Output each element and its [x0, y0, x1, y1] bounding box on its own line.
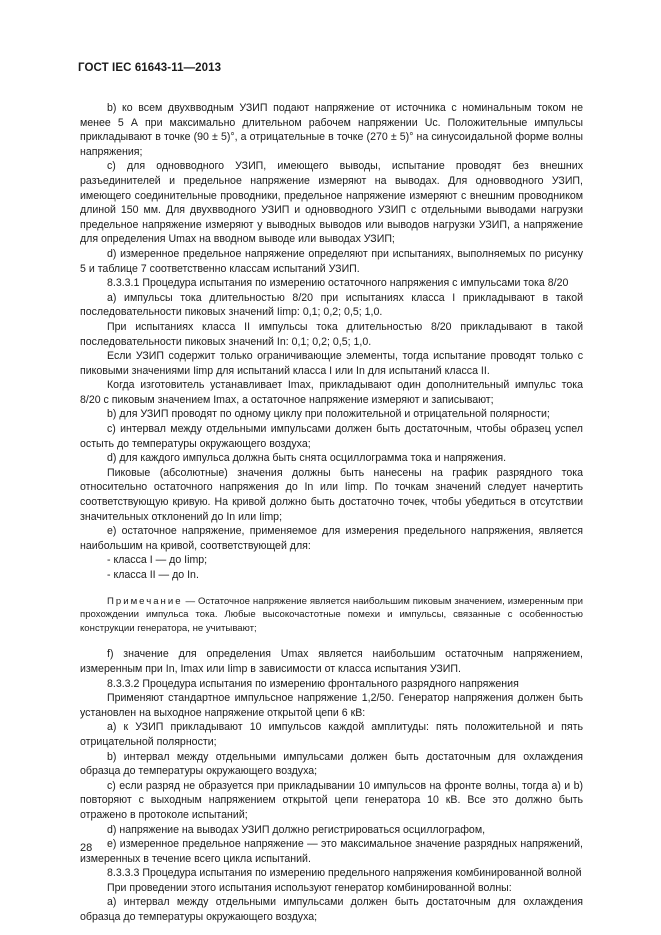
paragraph-a-impulses: а) к УЗИП прикладывают 10 импульсов каждой амплитуды: пять положительной и пять отрицательной полярности;	[80, 721, 583, 748]
paragraph-apply-impulse: Применяют стандартное импульсное напряжение 1,2/50. Генератор напряжения должен быть установлен на выходное напряжение открытой цепи 6 кВ:	[80, 692, 583, 719]
paragraph-d-figure5: d) измеренное предельное напряжение определяют при испытаниях, выполняемых по рисунку 5 и таблице 7 соответственно классам испытаний УЗИП.	[80, 247, 583, 275]
paragraph-d-oscillograph: d) напряжение на выводах УЗИП должно регистрироваться осциллографом,	[107, 823, 486, 836]
paragraph-c-measure: с) для одновводного УЗИП, имеющего выводы, испытание проводят без внешних разъединителей и предельное напряжение измеряют на выводах. Для одновводного УЗИП, имеющего соединительные проводники, предельное напряжение измеряют с внешним проводником длиной 150 мм. Для двухвводного УЗИП и одновводного УЗИП с отдельными выводами нагрузки предельное напряжение измеряют у выводных выводов или выводов нагрузки УЗИП, а напряжение для определения Umax на вводном выводе или выводах УЗИП;	[80, 160, 583, 246]
body-text	[80, 101, 583, 925]
paragraph-combined-wave: При проведении этого испытания используют генератор комбинированной волны:	[107, 881, 512, 894]
section-8-3-3-2-heading: 8.3.3.2 Процедура испытания по измерению фронтального разрядного напряжения	[107, 677, 519, 690]
paragraph-b-power: b) ко всем двухвводным УЗИП подают напряжение от источника с номинальным током не менее 5 А при максимально длительном рабочем напряжении Uc. Положительные импульсы прикладывают в точке (90 ± 5)°, а отрицательные в точке (270 ± 5)° на синусоидальной форме волны напряжения;	[80, 102, 583, 158]
list-item-class1: - класса I — до Iimp;	[107, 554, 208, 567]
paragraph-limiting: Если УЗИП содержит только ограничивающие элементы, тогда испытание проводят только с пиковыми значениями Iimp для испытаний класса I или In для испытаний класса II.	[80, 350, 583, 377]
section-8-3-3-3-heading: 8.3.3.3 Процедура испытания по измерению предельного напряжения комбинированной волной	[107, 867, 582, 880]
paragraph-class2: При испытаниях класса II импульсы тока длительностью 8/20 прикладывают в такой последовательности пиковых значений In: 0,1; 0,2; 0,5; 1,0.	[80, 320, 583, 348]
paragraph-e-measured: е) измеренное предельное напряжение — это максимальное значение разрядных напряжений, измеренных в течение всего цикла испытаний.	[80, 838, 583, 865]
paragraph-a-class1: а) импульсы тока длительностью 8/20 при испытаниях класса I прикладывают в такой последовательности пиковых значений Iimp: 0,1; 0,2; 0,5; 1,0.	[80, 291, 583, 319]
section-8-3-3-1-heading: 8.3.3.1 Процедура испытания по измерению остаточного напряжения с импульсами тока 8/20	[107, 277, 569, 290]
note	[80, 595, 583, 636]
page-header: ГОСТ IEC 61643-11—2013	[78, 62, 222, 74]
paragraph-imax: Когда изготовитель устанавливает Imax, прикладывают один дополнительный импульс тока 8/20 с пиковым значением Imax, а остаточное напряжение измеряют и записывают;	[80, 379, 583, 406]
paragraph-a-interval: а) интервал между отдельными импульсами должен быть достаточным для охлаждения образца до температуры окружающего воздуха;	[80, 896, 583, 924]
paragraph-b-cooling: b) интервал между отдельными импульсами должен быть достаточным для охлаждения образца до температуры окружающего воздуха;	[80, 750, 583, 778]
note-text: — Остаточное напряжение является наибольшим пиковым значением, измеренным при прохождении импульса тока. Любые высокочастотные помехи и импульсы, связанные с особенностью конструкции генератора, не учитывают;	[80, 595, 583, 634]
paragraph-peak-values: Пиковые (абсолютные) значения должны быть нанесены на график разрядного тока относительно остаточного напряжения до In или Iimp. По точкам значений следует начертить соответствующую кривую. На кривой должно быть достаточно точек, чтобы убедиться в отсутствии значительных отклонений до In или Iimp;	[80, 466, 583, 523]
paragraph-b-cycle: b) для УЗИП проводят по одному циклу при положительной и отрицательной полярности;	[107, 408, 550, 421]
note-label: Примечание	[107, 595, 183, 607]
paragraph-c-discharge: с) если разряд не образуется при прикладывании 10 импульсов на фронте волны, тогда а) и b) повторяют с выходным напряжением открытой цепи генератора 10 кВ. Все это должно быть отражено в протоколе испытаний;	[80, 779, 583, 821]
list-item-class2: - класса II — до In.	[107, 569, 199, 581]
page-number: 28	[80, 842, 93, 854]
paragraph-c-interval: с) интервал между отдельными импульсами должен быть достаточным, чтобы образец успел остыть до температуры окружающего воздуха;	[80, 423, 583, 450]
paragraph-d-oscillogram: d) для каждого импульса должна быть снята осциллограмма тока и напряжения.	[107, 452, 507, 465]
paragraph-f-umax: f) значение для определения Umax является наибольшим остаточным напряжением, измеренным при In, Imax или Iimp в зависимости от класса испытания УЗИП.	[80, 648, 583, 675]
paragraph-e-residual: е) остаточное напряжение, применяемое для измерения предельного напряжения, является наибольшим на кривой, соответствующей для:	[80, 525, 583, 552]
